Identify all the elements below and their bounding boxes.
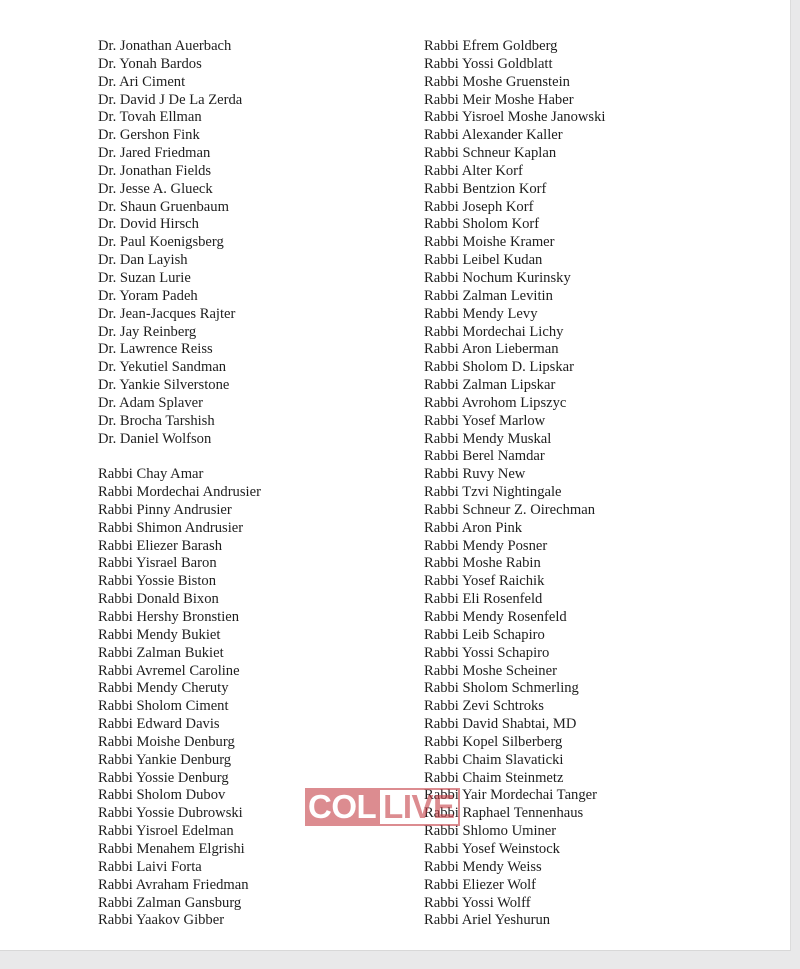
list-item: Dr. Dan Layish [98,252,188,269]
list-item: Rabbi Zalman Gansburg [98,894,242,911]
left-name-column [98,38,261,930]
list-item: Rabbi Yossi Wolff [424,894,531,911]
list-item: Dr. Paul Koenigsberg [98,234,224,251]
list-item: Rabbi Zalman Levitin [424,287,553,304]
list-item: Dr. Yoram Padeh [98,287,198,304]
list-item: Rabbi Menahem Elgrishi [98,840,245,857]
list-item: Dr. Ari Ciment [98,73,186,90]
list-item: Rabbi Yosef Raichik [424,573,545,590]
list-item: Rabbi Aron Lieberman [424,341,559,358]
list-item: Rabbi Avraham Friedman [98,876,249,893]
collive-watermark [305,788,455,826]
list-item: Rabbi Moshe Scheiner [424,662,557,679]
list-item: Rabbi Sholom Ciment [98,698,229,715]
list-item: Dr. Yekutiel Sandman [98,359,227,376]
list-item: Rabbi Donald Bixon [98,591,219,608]
list-item: Dr. Brocha Tarshish [98,412,215,429]
list-item: Dr. Tovah Ellman [98,109,202,126]
list-item: Rabbi Nochum Kurinsky [424,269,571,286]
list-item: Rabbi Mendy Rosenfeld [424,609,567,625]
list-item: Rabbi Moishe Kramer [424,234,555,251]
list-item: Dr. Dovid Hirsch [98,216,199,233]
rabbis-list-left [98,466,261,930]
list-item: Rabbi Joseph Korf [424,198,534,215]
list-item: Rabbi Eliezer Wolf [424,876,537,893]
list-item: Rabbi Mendy Bukiet [98,626,221,643]
list-item: Rabbi Laivi Forta [98,858,202,875]
list-item: Dr. Yankie Silverstone [98,377,230,394]
list-item: Rabbi Sholom D. Lipskar [424,359,574,376]
list-item: Rabbi Mendy Cheruty [98,680,229,697]
list-item: Rabbi Raphael Tennenhaus [424,805,584,822]
list-item: Rabbi Shimon Andrusier [98,519,244,536]
list-item: Rabbi Eliezer Barash [98,537,222,554]
list-item: Rabbi Leibel Kudan [424,252,543,269]
list-item: Rabbi Yosef Marlow [424,412,546,429]
list-item: Rabbi Pinny Andrusier [98,501,232,518]
list-item: Dr. Suzan Lurie [98,269,191,286]
list-item: Rabbi Sholom Korf [424,216,540,233]
list-item: Rabbi Chaim Slavaticki [424,751,564,768]
list-item: Rabbi Moshe Rabin [424,555,541,572]
list-item: Rabbi Yossie Biston [98,573,216,590]
list-item: Rabbi Yossie Denburg [98,769,229,786]
list-item: Rabbi Yossi Goldblatt [424,55,553,72]
list-item: Rabbi Yisroel Moshe Janowski [424,109,606,126]
list-item: Dr. Adam Splaver [98,394,203,411]
list-item: Rabbi Yair Mordechai Tanger [424,787,597,804]
list-item: Rabbi Yisroel Edelman [98,823,234,840]
list-item: Rabbi Yankie Denburg [98,751,232,768]
list-item: Dr. Yonah Bardos [98,55,202,72]
list-item: Rabbi Berel Namdar [424,448,545,465]
list-item: Rabbi Avrohom Lipszyc [424,394,567,411]
list-item: Rabbi Ariel Yeshurun [424,912,551,929]
list-item: Rabbi Bentzion Korf [424,180,547,197]
list-item: Dr. Jesse A. Glueck [98,180,213,197]
list-item: Rabbi Avremel Caroline [98,662,240,679]
list-item: Rabbi Mendy Weiss [424,858,542,875]
list-item: Rabbi Yisrael Baron [98,555,217,572]
list-item: Rabbi Leib Schapiro [424,626,545,643]
list-item: Rabbi Sholom Schmerling [424,680,579,697]
list-item: Rabbi Yaakov Gibber [98,912,225,929]
watermark-live: LIVE [380,788,459,826]
list-item: Rabbi Mendy Muskal [424,430,552,447]
list-item: Rabbi Hershy Bronstien [98,609,240,625]
list-item: Rabbi Yossi Schapiro [424,644,550,661]
list-item: Rabbi Aron Pink [424,519,523,536]
list-item: Dr. Daniel Wolfson [98,430,212,447]
list-item: Rabbi Yosef Weinstock [424,840,560,857]
list-item: Rabbi Alexander Kaller [424,127,563,144]
list-item: Rabbi Meir Moshe Haber [424,91,574,108]
list-item: Rabbi Mendy Posner [424,537,548,554]
list-item: Dr. Jonathan Fields [98,162,212,179]
doctors-list [98,38,261,448]
watermark-col: COL [305,788,380,826]
list-item: Rabbi Zalman Bukiet [98,644,224,661]
list-item: Rabbi Mendy Levy [424,305,538,322]
list-item: Rabbi Schneur Z. Oirechman [424,501,596,518]
list-item: Rabbi Ruvy New [424,466,526,483]
list-item: Dr. Jay Reinberg [98,323,197,340]
list-item: Dr. Jonathan Auerbach [98,38,232,54]
list-item: Rabbi Moshe Gruenstein [424,73,570,90]
list-item: Rabbi Mordechai Andrusier [98,484,261,501]
list-item: Rabbi Edward Davis [98,716,220,733]
list-item: Dr. Lawrence Reiss [98,341,213,358]
list-item: Rabbi Alter Korf [424,162,523,179]
list-item: Rabbi Yossie Dubrowski [98,805,243,822]
list-item: Rabbi Kopel Silberberg [424,733,563,750]
list-item: Rabbi Moishe Denburg [98,733,235,750]
list-item: Rabbi Shlomo Uminer [424,823,557,840]
section-gap [98,448,261,466]
list-item: Rabbi Mordechai Lichy [424,323,564,340]
list-item: Dr. Gershon Fink [98,127,200,144]
list-item: Dr. Jared Friedman [98,145,211,162]
list-item: Rabbi Schneur Kaplan [424,145,557,162]
list-item: Rabbi Zevi Schtroks [424,698,544,715]
list-item: Rabbi David Shabtai, MD [424,716,577,733]
list-item: Dr. Jean-Jacques Rajter [98,305,236,322]
list-item: Rabbi Efrem Goldberg [424,38,558,54]
list-item: Rabbi Chay Amar [98,466,204,483]
list-item: Rabbi Zalman Lipskar [424,377,556,394]
list-item: Rabbi Tzvi Nightingale [424,484,562,501]
list-item: Rabbi Eli Rosenfeld [424,591,543,608]
list-item: Rabbi Sholom Dubov [98,787,226,804]
list-item: Dr. Shaun Gruenbaum [98,198,229,215]
list-item: Rabbi Chaim Steinmetz [424,769,564,786]
list-item: Dr. David J De La Zerda [98,91,243,108]
